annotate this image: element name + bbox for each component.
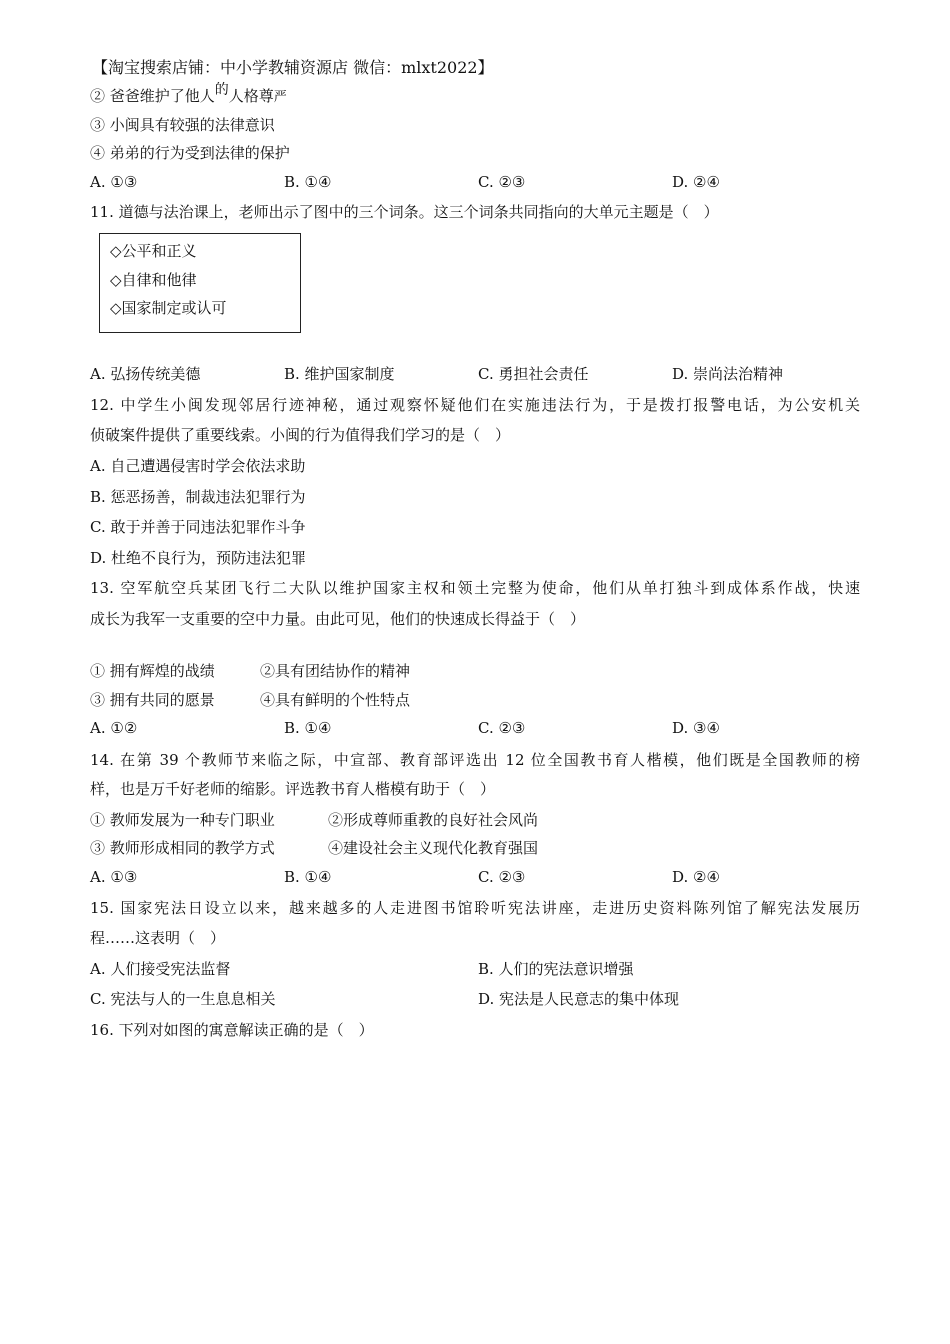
q14-statement-3: ③ 教师形成相同的教学方式: [90, 839, 275, 857]
q12-stem-line-1: 12. 中学生小闽发现邻居行迹神秘，通过观察怀疑他们在实施违法行为，于是拨打报警电话，为公安机关: [90, 396, 860, 414]
q13-statement-2: ②具有团结协作的精神: [260, 662, 411, 680]
q12-option-a: A. 自己遭遇侵害时学会依法求助: [90, 457, 306, 475]
q15-option-a: A. 人们接受宪法监督: [90, 960, 231, 978]
q13-statement-3: ③ 拥有共同的愿景: [90, 691, 215, 709]
q14-option-a: A. ①③: [90, 868, 138, 886]
q15-stem-line-2: 程……这表明（ ）: [90, 929, 226, 947]
q10-option-b: B. ①④: [284, 173, 332, 191]
q11-stem: 11. 道德与法治课上，老师出示了图中的三个词条。这三个词条共同指向的大单元主题是（ ）: [90, 203, 719, 221]
q11-option-a: A. 弘扬传统美德: [90, 365, 201, 383]
q12-option-c: C. 敢于并善于同违法犯罪作斗争: [90, 518, 306, 536]
page-header: 【淘宝搜索店铺：中小学教辅资源店 微信：mlxt2022】: [92, 58, 494, 77]
q13-option-d: D. ③④: [672, 719, 720, 737]
q12-stem-line-2: 侦破案件提供了重要线索。小闽的行为值得我们学习的是（ ）: [90, 426, 511, 444]
q13-stem-line-1: 13. 空军航空兵某团飞行二大队以维护国家主权和领土完整为使命，他们从单打独斗到成体系作战，快速: [90, 579, 860, 597]
q14-statement-1: ① 教师发展为一种专门职业: [90, 811, 275, 829]
q10-statement-3: ③ 小闽具有较强的法律意识: [90, 116, 275, 134]
q16-stem: 16. 下列对如图的寓意解读正确的是（ ）: [90, 1021, 374, 1039]
q11-option-d: D. 崇尚法治精神: [672, 365, 784, 383]
q10-statement-2-small: 严: [273, 90, 287, 105]
q13-option-b: B. ①④: [284, 719, 332, 737]
q15-option-d: D. 宪法是人民意志的集中体现: [478, 990, 680, 1008]
q14-option-c: C. ②③: [478, 868, 526, 886]
q10-option-c: C. ②③: [478, 173, 526, 191]
q10-statement-4: ④ 弟弟的行为受到法律的保护: [90, 144, 290, 162]
q10-statement-2: [90, 82, 287, 108]
q14-stem-line-1: 14. 在第 39 个教师节来临之际，中宣部、教育部评选出 12 位全国教书育人楷模，他们既是全国教师的榜: [90, 751, 860, 769]
q13-statement-1: ① 拥有辉煌的战绩: [90, 662, 215, 680]
q12-option-b: B. 惩恶扬善，制裁违法犯罪行为: [90, 488, 306, 506]
q13-option-a: A. ①②: [90, 719, 138, 737]
q13-stem-line-2: 成长为我军一支重要的空中力量。由此可见，他们的快速成长得益于（ ）: [90, 610, 586, 628]
q10-option-d: D. ②④: [672, 173, 720, 191]
q11-option-c: C. 勇担社会责任: [478, 365, 589, 383]
q15-option-c: C. 宪法与人的一生息息相关: [90, 990, 276, 1008]
q10-option-a: A. ①③: [90, 173, 138, 191]
q12-option-d: D. 杜绝不良行为，预防违法犯罪: [90, 549, 307, 567]
q10-statement-2-raised: 的: [214, 82, 229, 98]
q11-term-1: ◇公平和正义: [110, 242, 197, 260]
q10-statement-2-text-2: 人格尊: [228, 87, 274, 105]
q14-stem-line-2: 样，也是万千好老师的缩影。评选教书育人楷模有助于（ ）: [90, 780, 496, 798]
q15-stem-line-1: 15. 国家宪法日设立以来，越来越多的人走进图书馆聆听宪法讲座，走进历史资料陈列馆了解宪法发展历: [90, 899, 860, 917]
q14-option-b: B. ①④: [284, 868, 332, 886]
q15-option-b: B. 人们的宪法意识增强: [478, 960, 634, 978]
q13-statement-4: ④具有鲜明的个性特点: [260, 691, 411, 709]
q13-option-c: C. ②③: [478, 719, 526, 737]
q14-option-d: D. ②④: [672, 868, 720, 886]
q10-statement-2-text: ② 爸爸维护了他人: [90, 87, 215, 105]
q14-statement-4: ④建设社会主义现代化教育强国: [328, 839, 539, 857]
q11-option-b: B. 维护国家制度: [284, 365, 395, 383]
q11-term-3: ◇国家制定或认可: [110, 299, 227, 317]
q14-statement-2: ②形成尊师重教的良好社会风尚: [328, 811, 539, 829]
q11-term-2: ◇自律和他律: [110, 271, 197, 289]
q11-term-box: [99, 233, 301, 333]
